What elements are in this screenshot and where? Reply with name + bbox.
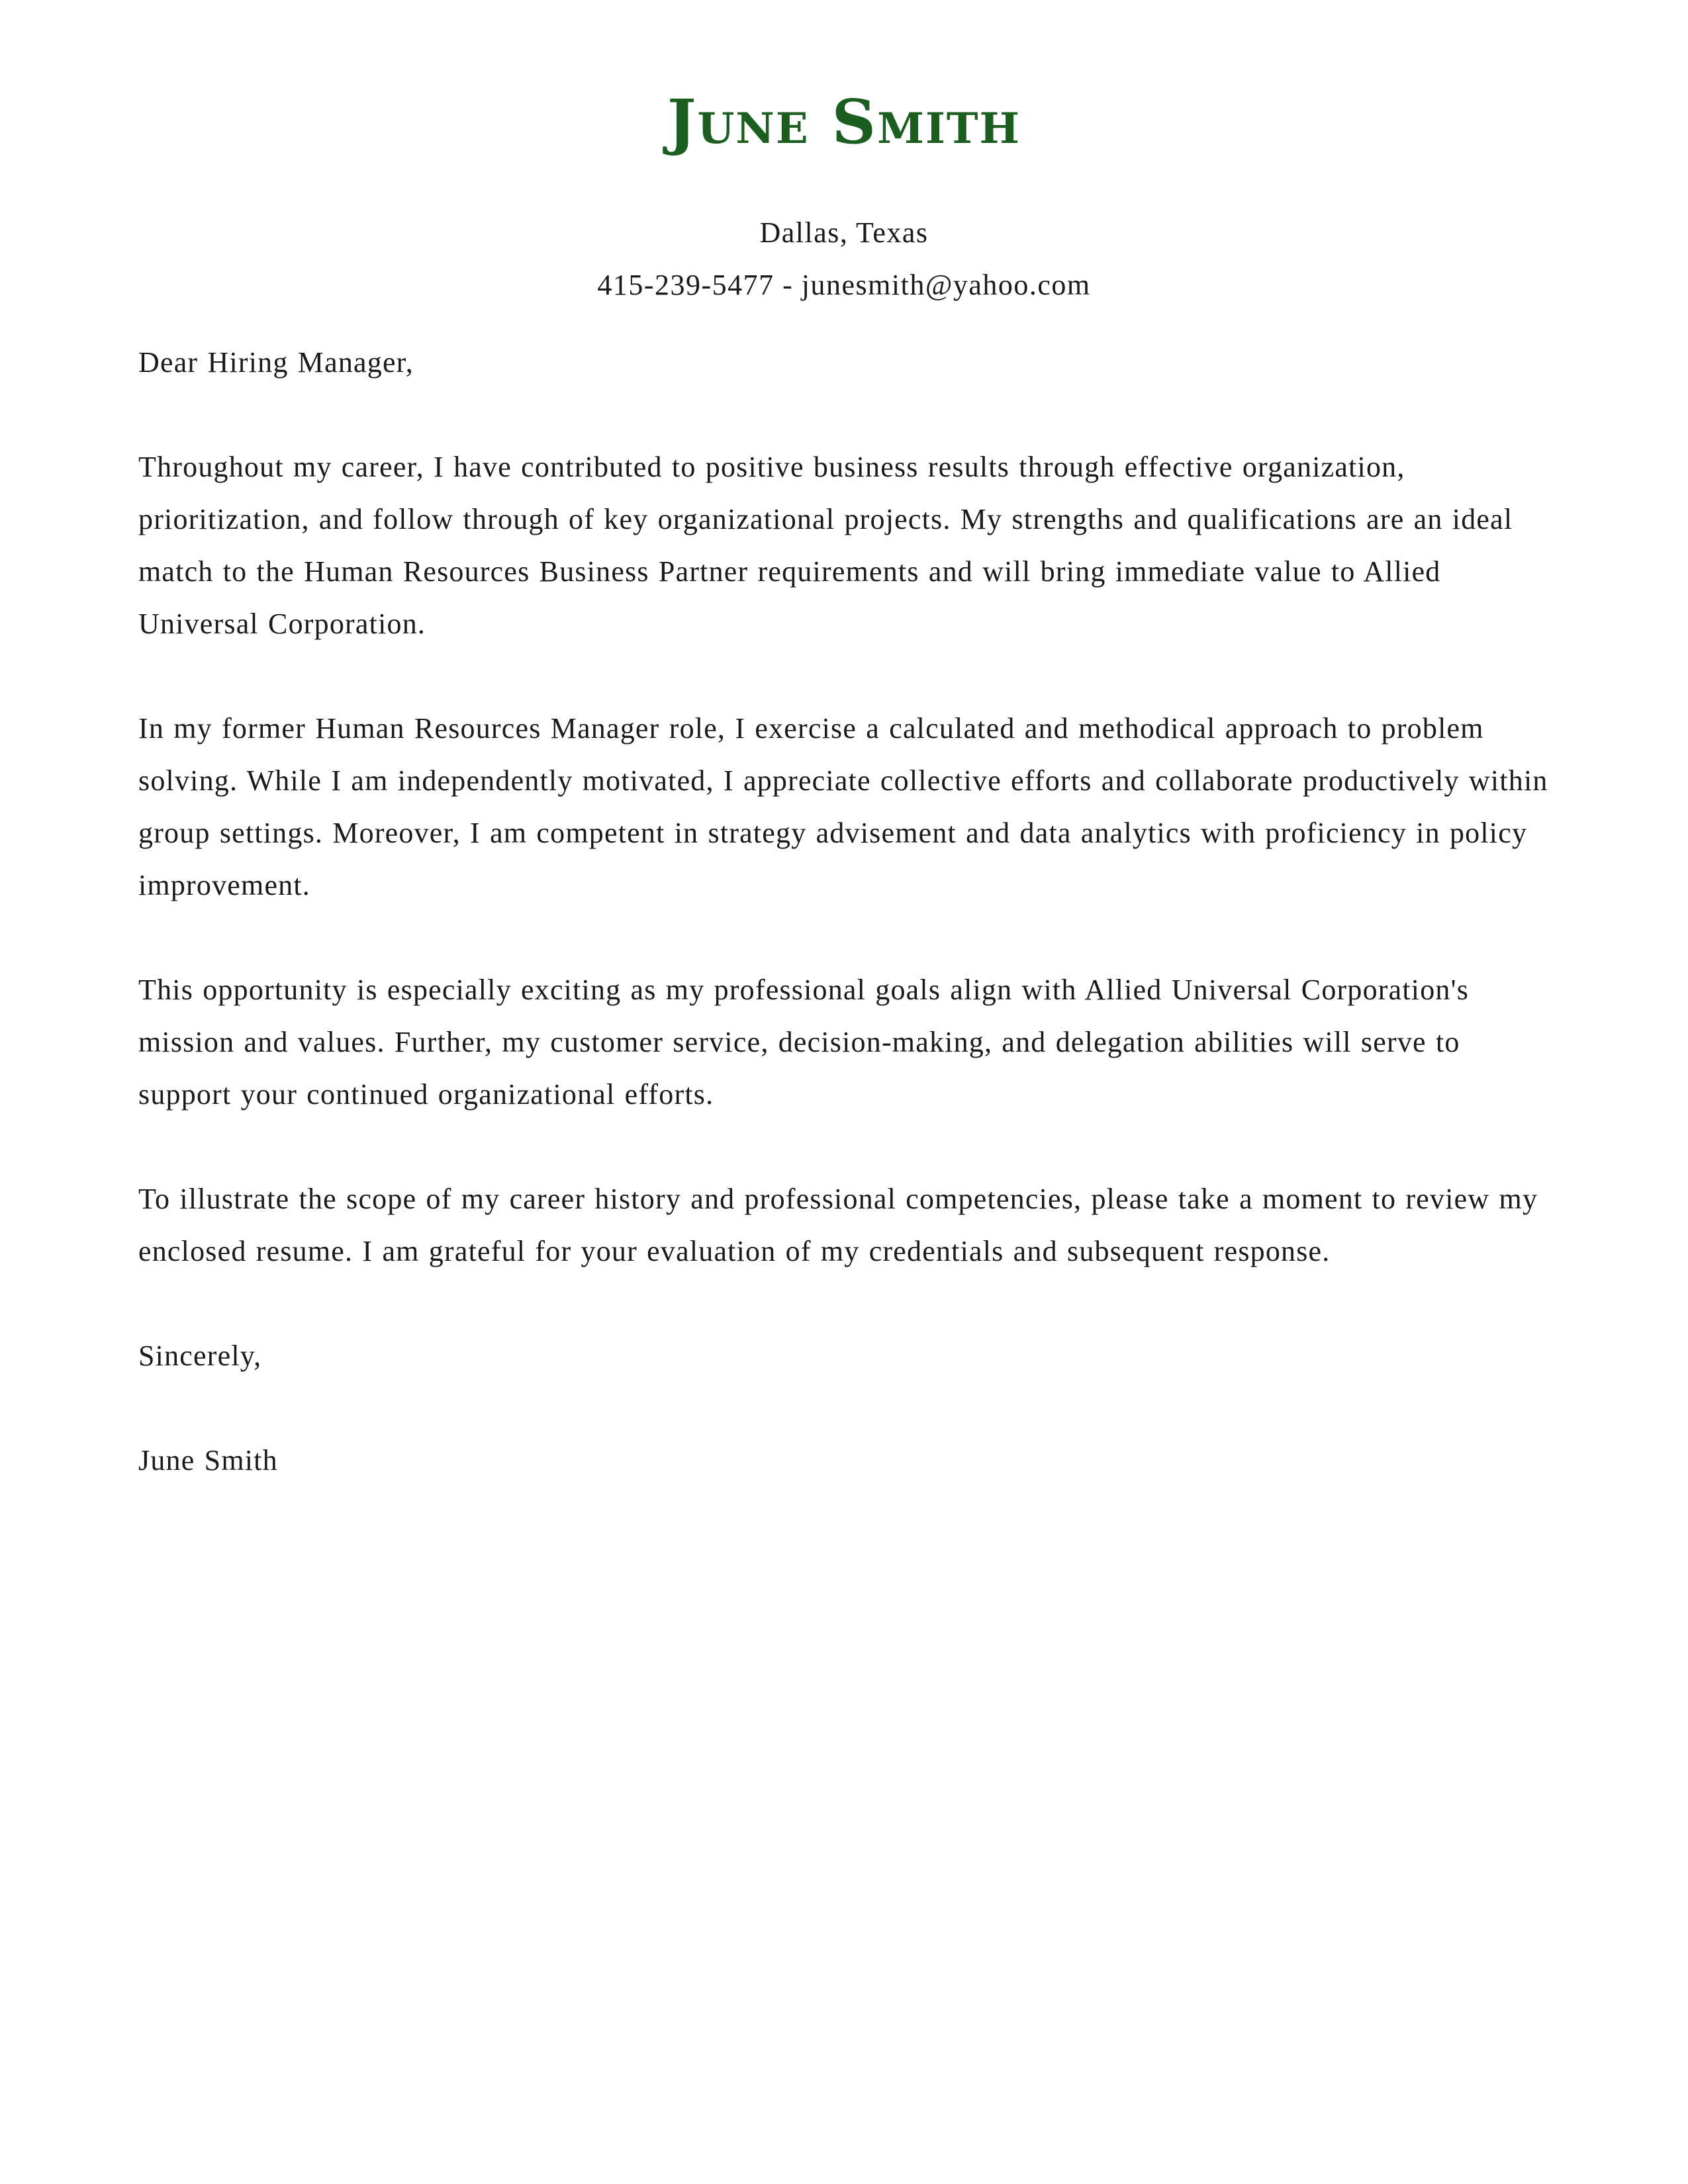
paragraph-3: This opportunity is especially exciting as my professional goals align with Allied Universal Corporation's mission and values. Further, my customer service, decision-making, and delegation abilities will serve to support your continued organizational efforts. bbox=[138, 974, 1470, 1111]
applicant-name: June Smith bbox=[667, 86, 1021, 158]
paragraph-1: Throughout my career, I have contributed to positive business results through effective organization, prioritization, and follow through of key organizational projects. My strengths and qualifications are an ideal match to the Human Resources Business Partner requirements and will bring immediate value to Allied Universal Corporation. bbox=[138, 451, 1513, 640]
applicant-location: Dallas, Texas bbox=[759, 216, 929, 249]
salutation: Dear Hiring Manager, bbox=[138, 346, 414, 379]
letter-body bbox=[138, 336, 1562, 1539]
paragraph-2: In my former Human Resources Manager role, I exercise a calculated and methodical approach to problem solving. While I am independently motivated, I appreciate collective efforts and collaborate productively within group settings. Moreover, I am competent in strategy advisement and data analytics with proficiency in policy improvement. bbox=[138, 712, 1548, 901]
paragraph-4: To illustrate the scope of my career history and professional competencies, please take a moment to review my enclosed resume. I am grateful for your evaluation of my credentials and subsequent response. bbox=[138, 1183, 1538, 1267]
signature: June Smith bbox=[138, 1444, 278, 1477]
closing: Sincerely, bbox=[138, 1340, 262, 1372]
applicant-contact-line: 415-239-5477 - junesmith@yahoo.com bbox=[597, 269, 1091, 301]
